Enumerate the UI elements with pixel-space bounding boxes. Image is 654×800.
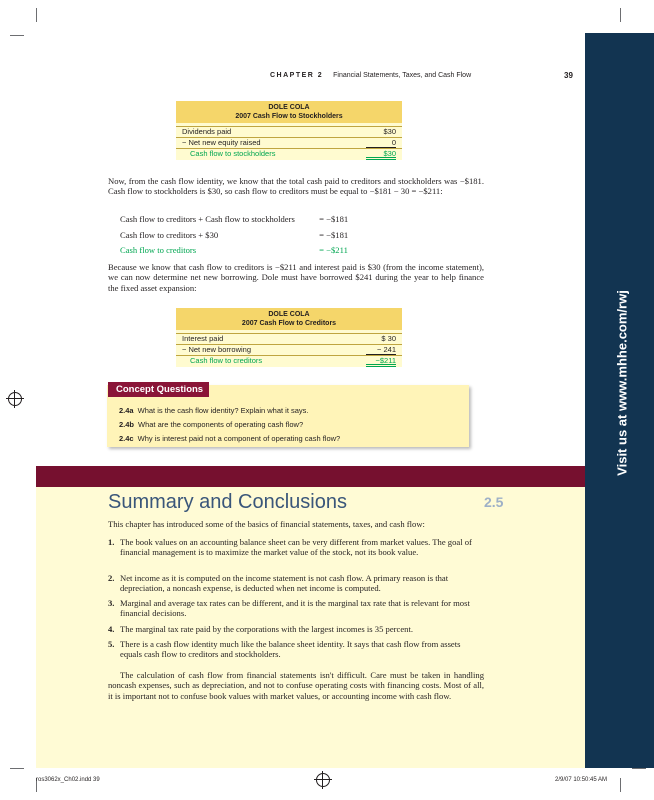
row-label: − Net new equity raised <box>182 138 261 147</box>
table-title: DOLE COLA <box>268 104 310 111</box>
table-header <box>176 308 402 330</box>
row-label: − Net new borrowing <box>182 345 251 354</box>
list-text: Marginal and average tax rates can be different, and it is the marginal tax rate that is relevant for most financial decisions. <box>120 598 470 619</box>
registration-mark-left <box>8 392 22 406</box>
chapter-title: Financial Statements, Taxes, and Cash Flow <box>333 72 472 79</box>
list-text: The marginal tax rate paid by the corporations with the largest incomes is 35 percent. <box>120 624 413 634</box>
table-row <box>176 333 402 344</box>
question-number: 2.4a <box>119 406 134 415</box>
list-item <box>108 624 480 634</box>
equation-right: = −$211 <box>319 245 348 255</box>
sidebar-url-text[interactable]: Visit us at www.mhhe.com/rwj <box>614 290 630 476</box>
list-text: Net income as it is computed on the income statement is not cash flow. A primary reason is that depreciation, a noncash expense, is deducted when net income is computed. <box>120 573 449 594</box>
table-row <box>176 148 402 160</box>
row-value: $30 <box>383 127 396 136</box>
list-text: The book values on an accounting balance sheet can be very different from market values. The goal of financial management is to maximize the market value of the stock, not its book value. <box>120 537 472 558</box>
list-text: There is a cash flow identity much like the balance sheet identity. It says that cash flow from assets equals cash flow to creditors and stockholders. <box>120 639 461 660</box>
equation-row <box>120 214 348 224</box>
equation-right: = −$181 <box>319 214 349 224</box>
equation-right: = −$181 <box>319 230 349 240</box>
running-head <box>270 72 471 79</box>
list-number: 1. <box>108 537 115 547</box>
equation-row <box>120 245 348 255</box>
table-title: DOLE COLA <box>268 311 310 318</box>
table-subtitle: 2007 Cash Flow to Stockholders <box>235 113 343 120</box>
concept-question <box>119 420 303 429</box>
list-number: 2. <box>108 573 115 583</box>
footer-left: ros3062x_Ch02.indd 39 <box>36 777 100 783</box>
question-text: What is the cash flow identity? Explain what it says. <box>137 406 309 415</box>
table-header <box>176 101 402 123</box>
list-number: 5. <box>108 639 115 649</box>
list-item <box>108 537 480 558</box>
footer-right: 2/9/07 10:50:45 AM <box>555 777 608 783</box>
table-row <box>176 344 402 355</box>
list-item <box>108 598 480 619</box>
row-label: Cash flow to stockholders <box>190 149 276 158</box>
list-item <box>108 573 480 594</box>
list-number: 3. <box>108 598 115 608</box>
summary-intro: This chapter has introduced some of the basics of financial statements, taxes, and cash flow: <box>108 519 425 529</box>
table-subtitle: 2007 Cash Flow to Creditors <box>241 320 337 327</box>
table-row <box>176 137 402 148</box>
summary-header-band <box>36 466 585 487</box>
equation-left: Cash flow to creditors <box>120 245 197 255</box>
registration-mark-bottom <box>316 773 330 787</box>
equation-left: Cash flow to creditors + Cash flow to stockholders <box>120 214 295 224</box>
row-value: $ 30 <box>381 334 396 343</box>
question-text: Why is interest paid not a component of operating cash flow? <box>137 434 341 443</box>
body-paragraph: Because we know that cash flow to creditors is −$211 and interest paid is $30 (from the income statement), we can now determine net new borrowing. Dole must have borrowed $241 during the year to help finance the fixed asset expansion: <box>108 262 484 293</box>
cash-flow-to-creditors-table <box>176 308 402 367</box>
row-value: $30 <box>366 149 396 160</box>
section-title: Summary and Conclusions <box>108 491 347 513</box>
concept-questions-title: Concept Questions <box>108 382 209 397</box>
question-number: 2.4b <box>119 420 135 429</box>
table-row <box>176 126 402 137</box>
body-paragraph: Now, from the cash flow identity, we know that the total cash paid to creditors and stockholders was −$181. Cash flow to stockholders is $30, so cash flow to creditors must be equal to −$181 − 30 = −$211: <box>108 176 484 197</box>
section-number: 2.5 <box>484 494 504 510</box>
question-text: What are the components of operating cash flow? <box>138 420 304 429</box>
table-row <box>176 355 402 367</box>
list-item <box>108 639 480 660</box>
row-label: Interest paid <box>182 334 224 343</box>
equation-left: Cash flow to creditors + $30 <box>120 230 219 240</box>
list-number: 4. <box>108 624 115 634</box>
concept-question <box>119 406 309 415</box>
cash-flow-to-stockholders-table <box>176 101 402 160</box>
concept-question <box>119 434 340 443</box>
row-value: 0 <box>366 138 396 148</box>
row-label: Dividends paid <box>182 127 232 136</box>
row-value: −$211 <box>366 356 396 367</box>
row-value: − 241 <box>366 345 396 355</box>
page-number: 39 <box>564 71 573 80</box>
row-label: Cash flow to creditors <box>190 356 263 365</box>
summary-closing: The calculation of cash flow from financial statements isn't difficult. Care must be taken in handling noncash expenses, such as depreciation, and not to confuse operating costs with financing costs. Most of all, it is important not to confuse book values with market values, or accounting income with cash flow. <box>108 670 484 701</box>
chapter-label: CHAPTER 2 <box>270 72 324 79</box>
equation-row <box>120 230 348 240</box>
question-number: 2.4c <box>119 434 134 443</box>
